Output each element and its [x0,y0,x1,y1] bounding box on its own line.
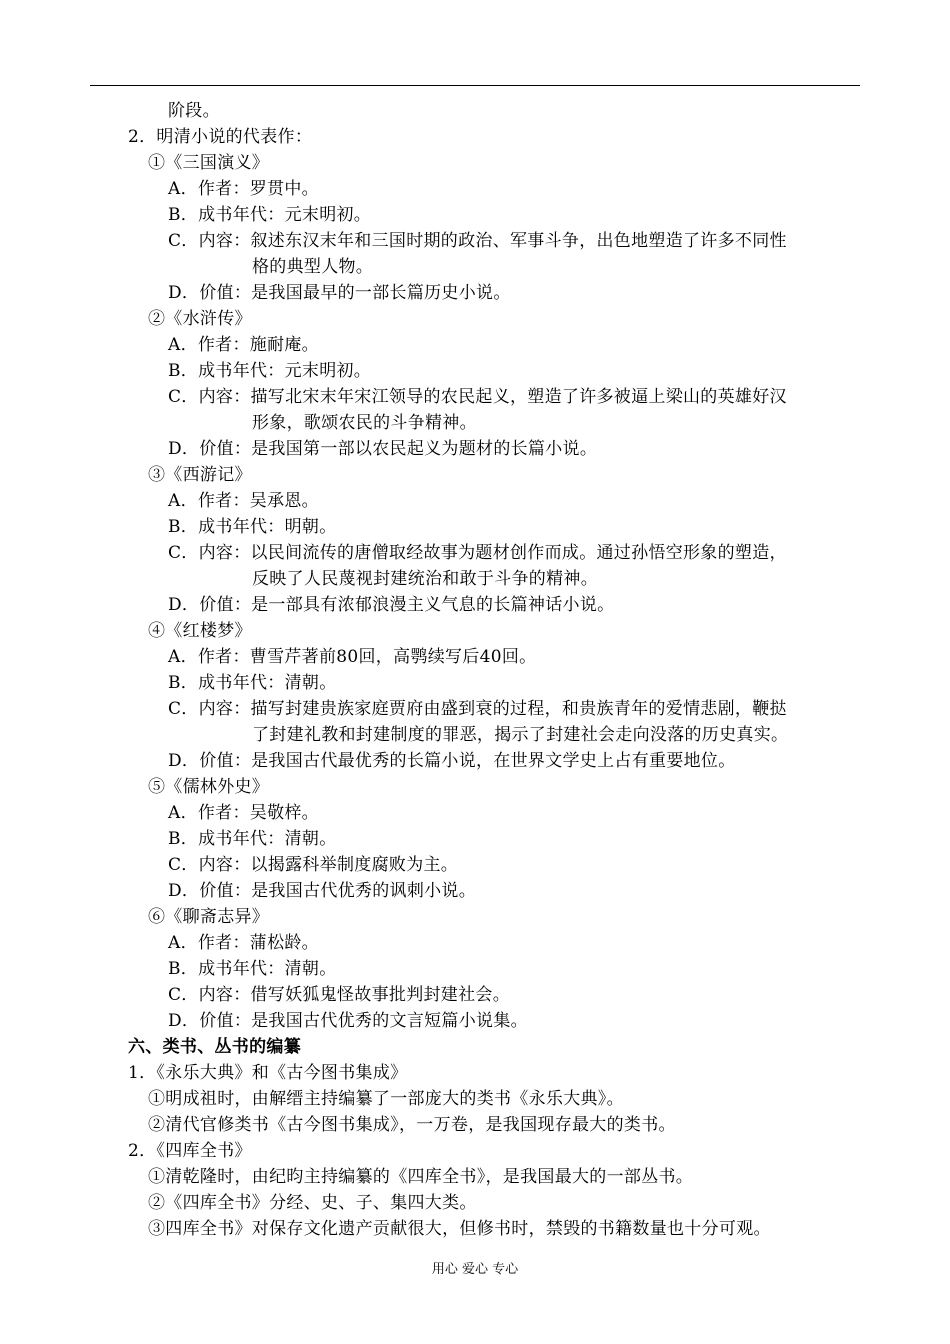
text-line: ①《三国演义》 [148,153,270,173]
text-line: A．作者：吴承恩。 [168,491,319,511]
header-rule [90,85,860,86]
text-line: 阶段。 [168,101,220,121]
text-line: ①明成祖时，由解缙主持编纂了一部庞大的类书《永乐大典》。 [148,1089,624,1109]
text-line: C．内容：借写妖狐鬼怪故事批判封建社会。 [168,985,511,1005]
text-line: ③《西游记》 [148,465,252,485]
text-line: B．成书年代：明朝。 [168,517,337,537]
text-line: D．价值：是我国古代最优秀的长篇小说，在世界文学史上占有重要地位。 [168,751,736,771]
page-footer: 用心 爱心 专心 [431,1262,519,1277]
text-line: ④《红楼梦》 [148,621,252,641]
text-line: C．内容：以民间流传的唐僧取经故事为题材创作而成。通过孙悟空形象的塑造， [168,543,787,563]
section-heading: 六、类书、丛书的编纂 [128,1037,301,1057]
text-line: ②《四库全书》分经、史、子、集四大类。 [148,1193,477,1213]
text-line: C．内容：描写北宋末年宋江领导的农民起义，塑造了许多被逼上梁山的英雄好汉 [168,387,787,407]
text-line: C．内容：描写封建贵族家庭贾府由盛到衰的过程，和贵族青年的爱情悲剧，鞭挞 [168,699,787,719]
text-line: ②清代官修类书《古今图书集成》，一万卷，是我国现存最大的类书。 [148,1115,676,1135]
text-line: ③四库全书》对保存文化遗产贡献很大，但修书时，禁毁的书籍数量也十分可观。 [148,1219,771,1239]
text-line: D．价值：是我国古代优秀的文言短篇小说集。 [168,1011,528,1031]
text-line: B．成书年代：元末明初。 [168,205,372,225]
text-line: B．成书年代：清朝。 [168,673,337,693]
text-line: 1．《永乐大典》和《古今图书集成》 [128,1063,408,1083]
text-line: D．价值：是我国第一部以农民起义为题材的长篇小说。 [168,439,598,459]
text-line: 形象，歌颂农民的斗争精神。 [252,413,477,433]
text-line: A．作者：施耐庵。 [168,335,319,355]
text-line: D．价值：是我国古代优秀的讽刺小说。 [168,881,477,901]
text-line: B．成书年代：元末明初。 [168,361,372,381]
text-line: ⑤《儒林外史》 [148,777,270,797]
text-line: ①清乾隆时，由纪昀主持编纂的《四库全书》，是我国最大的一部丛书。 [148,1167,694,1187]
text-line: B．成书年代：清朝。 [168,959,337,979]
text-line: A．作者：罗贯中。 [168,179,319,199]
text-line: 反映了人民蔑视封建统治和敢于斗争的精神。 [252,569,598,589]
text-line: B．成书年代：清朝。 [168,829,337,849]
text-line: C．内容：以揭露科举制度腐败为主。 [168,855,459,875]
text-line: A．作者：蒲松龄。 [168,933,319,953]
text-line: A．作者：吴敬梓。 [168,803,319,823]
text-line: ②《水浒传》 [148,309,252,329]
text-line: 2．明清小说的代表作： [128,127,313,147]
text-line: 2．《四库全书》 [128,1141,252,1161]
text-line: A．作者：曹雪芹著前80回，高鹗续写后40回。 [168,647,537,667]
text-line: 格的典型人物。 [252,257,374,277]
text-line: ⑥《聊斋志异》 [148,907,270,927]
text-line: D．价值：是一部具有浓郁浪漫主义气息的长篇神话小说。 [168,595,615,615]
text-line: D．价值：是我国最早的一部长篇历史小说。 [168,283,511,303]
text-line: 了封建礼教和封建制度的罪恶，揭示了封建社会走向没落的历史真实。 [252,725,789,745]
text-line: C．内容：叙述东汉末年和三国时期的政治、军事斗争，出色地塑造了许多不同性 [168,231,787,251]
